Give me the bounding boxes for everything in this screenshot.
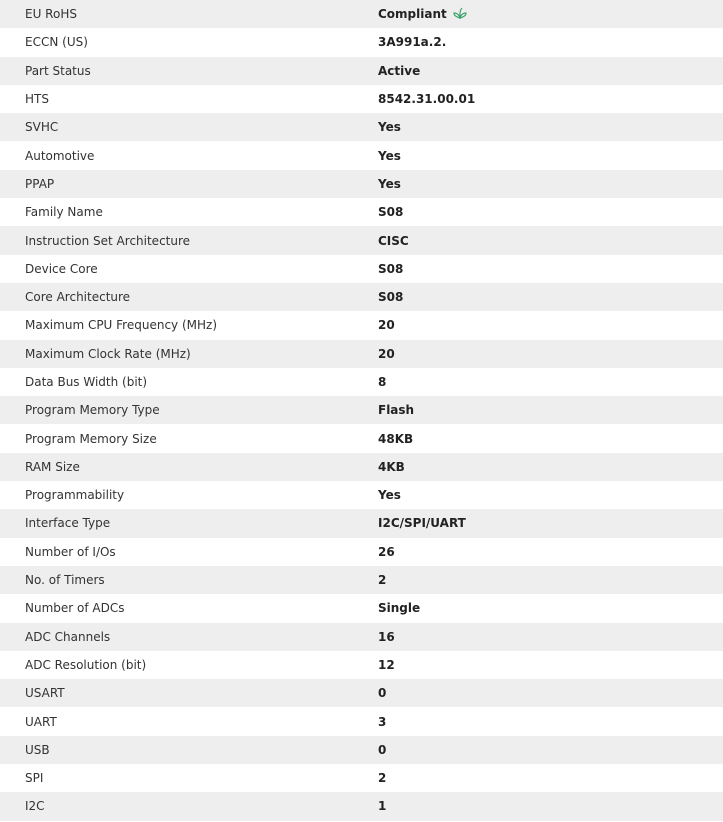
spec-label: Family Name [25,205,103,220]
spec-row [0,198,723,226]
spec-value-cell [377,311,723,339]
spec-label: Instruction Set Architecture [25,233,191,248]
spec-row [0,141,723,169]
spec-row [0,736,723,764]
spec-row [0,57,723,85]
spec-row [0,368,723,396]
spec-value-cell [377,792,723,820]
spec-row [0,453,723,481]
spec-row [0,85,723,113]
spec-row [0,424,723,452]
spec-value: Yes [378,176,401,191]
spec-value-cell [377,424,723,452]
spec-value: Yes [378,488,401,503]
spec-label: ADC Channels [25,629,111,644]
spec-row [0,594,723,622]
spec-label: Number of ADCs [25,601,125,616]
spec-label: SPI [25,771,44,786]
spec-label: Maximum Clock Rate (MHz) [25,346,191,361]
spec-value: 4KB [378,459,405,474]
spec-label: No. of Timers [25,573,105,588]
spec-value: 8542.31.00.01 [378,92,476,107]
spec-value: Single [378,601,421,616]
spec-row [0,651,723,679]
spec-value-cell [377,594,723,622]
spec-row [0,623,723,651]
spec-value: 26 [378,544,395,559]
spec-value-cell [377,85,723,113]
spec-row [0,283,723,311]
spec-row [0,113,723,141]
spec-value: S08 [378,290,404,305]
spec-value: 1 [378,799,387,814]
spec-value-cell [377,0,723,28]
spec-row [0,226,723,254]
spec-value-cell [377,651,723,679]
spec-value: 3 [378,714,387,729]
spec-row [0,255,723,283]
spec-row [0,170,723,198]
spec-value: Yes [378,120,401,135]
spec-value: CISC [378,233,409,248]
spec-label: Interface Type [25,516,111,531]
spec-value: Flash [378,403,415,418]
spec-row [0,566,723,594]
spec-label: Part Status [25,63,91,78]
spec-label: SVHC [25,120,59,135]
spec-value: 8 [378,375,387,389]
spec-value-cell [377,255,723,283]
spec-value: Compliant [378,7,447,22]
spec-label: Core Architecture [25,290,131,305]
spec-label: RAM Size [25,459,80,474]
spec-label: HTS [25,92,49,107]
spec-label: ECCN (US) [25,35,88,50]
spec-row [0,538,723,566]
spec-value-cell [377,283,723,311]
spec-label: UART [25,714,57,729]
spec-value-cell [377,736,723,764]
spec-value-cell [377,28,723,56]
spec-value: 20 [378,318,395,333]
spec-value-cell [377,368,723,396]
spec-value: Active [378,63,421,78]
spec-label: USB [25,742,50,757]
spec-value: 0 [378,742,387,757]
spec-value: S08 [378,205,404,220]
spec-row [0,764,723,792]
spec-value-cell [377,481,723,509]
spec-label: Device Core [25,261,98,276]
spec-label: PPAP [25,176,55,191]
spec-value-cell [377,623,723,651]
spec-row [0,792,723,820]
spec-value: 20 [378,346,395,361]
spec-label: EU RoHS [25,7,77,22]
spec-row [0,311,723,339]
spec-row [0,707,723,735]
spec-value-cell [377,509,723,537]
spec-row [0,0,723,28]
spec-label: Program Memory Type [25,403,160,418]
spec-label: ADC Resolution (bit) [25,657,147,672]
spec-value-cell [377,57,723,85]
spec-value-cell [377,170,723,198]
spec-value-cell [377,396,723,424]
spec-value-cell [377,566,723,594]
spec-row [0,340,723,368]
spec-value: 12 [378,657,395,672]
spec-row [0,481,723,509]
spec-row [0,396,723,424]
spec-value: 0 [378,686,387,701]
spec-label: Data Bus Width (bit) [25,375,148,389]
spec-value: 2 [378,771,387,786]
spec-value: Yes [378,148,401,163]
spec-value: 16 [378,629,395,644]
spec-row [0,28,723,56]
spec-label: Number of I/Os [25,544,116,559]
spec-value: 48KB [378,431,414,446]
spec-value: I2C/SPI/UART [378,516,466,531]
leaf-icon [453,7,467,19]
spec-value-cell [377,707,723,735]
spec-value-cell [377,226,723,254]
spec-row [0,509,723,537]
spec-value-cell [377,679,723,707]
spec-value-cell [377,141,723,169]
spec-value-cell [377,764,723,792]
spec-value: 2 [378,573,387,588]
spec-label: USART [25,686,65,701]
spec-label: I2C [25,799,45,814]
spec-value: S08 [378,261,404,276]
spec-value-cell [377,538,723,566]
spec-value: 3A991a.2. [378,35,447,50]
spec-label: Programmability [25,488,125,503]
spec-label: Maximum CPU Frequency (MHz) [25,318,217,333]
spec-label: Program Memory Size [25,431,157,446]
spec-value-cell [377,453,723,481]
spec-value-cell [377,113,723,141]
spec-value-cell [377,340,723,368]
spec-row [0,679,723,707]
spec-value-cell [377,198,723,226]
spec-label: Automotive [25,148,95,163]
